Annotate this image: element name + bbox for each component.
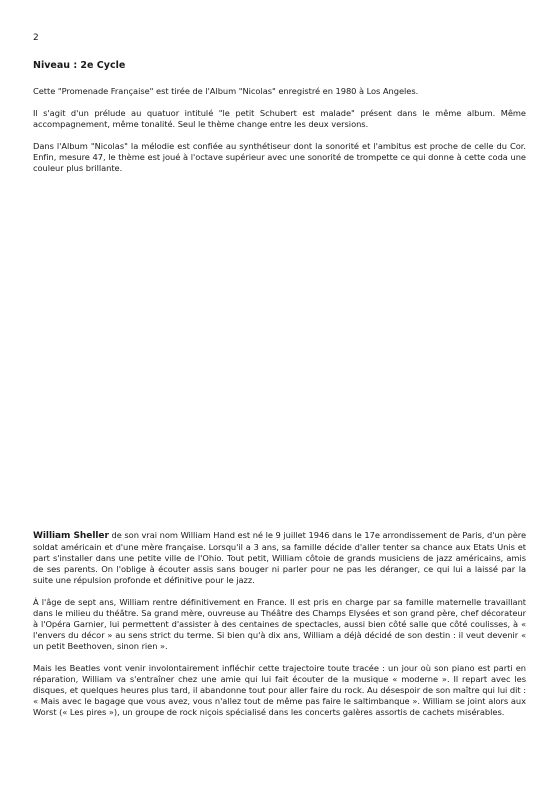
biography-section [33, 530, 526, 729]
artist-name: William Sheller [33, 531, 109, 541]
biography-paragraph-2: À l'âge de sept ans, William rentre définitivement en France. Il est pris en charge par sa famille maternelle travaillant dans le milieu du théâtre. Sa grand mère, ouvreuse au Théâtre des Champs Elysées et son grand père, chef décorateur à l'Opéra Garnier, lui permettent d'assister à des centaines de spectacles, aussi bien côté salle que côté coulisses, à « l'envers du décor » au sens strict du terme. Si bien qu'à dix ans, William a déjà décidé de son destin : il veut devenir « un petit Beethoven, sinon rien ». [33, 597, 526, 651]
biography-paragraph-1 [33, 530, 526, 586]
biography-paragraph-1-text: de son vrai nom William Hand est né le 9 juillet 1946 dans le 17e arrondissement de Paris, d'un père soldat américain et d'une mère française. Lorsqu'il a 3 ans, sa famille décide d'aller tenter sa chance aux Etats Unis et part s'installer dans une petite ville de l'Ohio. Tout petit, William côtoie de grands musiciens de jazz américains, amis de ses parents. On l'oblige à écouter assis sans bouger ni parler pour ne pas les déranger, ce qui lui a laissé par la suite une répulsion profonde et définitive pour le jazz. [33, 530, 526, 585]
level-heading: Niveau : 2e Cycle [33, 60, 126, 71]
intro-section [33, 60, 526, 185]
page-number: 2 [33, 33, 39, 43]
intro-paragraph-3: Dans l'Album "Nicolas" la mélodie est confiée au synthétiseur dont la sonorité et l'ambitus est proche de celle du Cor. Enfin, mesure 47, le thème est joué à l'octave supérieur avec une sonorité de trompette ce qui donne à cette coda une couleur plus brillante. [33, 141, 526, 173]
biography-paragraph-3: Mais les Beatles vont venir involontairement infléchir cette trajectoire toute tracée : un jour où son piano est parti en réparation, William va s'entraîner chez une amie qui lui fait écouter de la musique « moderne ». Il repart avec les disques, et quelques heures plus tard, il abandonne tout pour aller faire du rock. Au désespoir de son maître qui lui dit : « Mais avec le bagage que vous avez, vous n'allez tout de même pas faire le saltimbanque ». William se joint alors aux Worst (« Les pires »), un groupe de rock niçois spécialisé dans les concerts galères assortis de cachets misérables. [33, 663, 526, 717]
intro-paragraph-2: Il s'agit d'un prélude au quatuor intitulé "le petit Schubert est malade" présent dans le même album. Même accompagnement, même tonalité. Seul le thème change entre les deux versions. [33, 108, 526, 129]
intro-paragraph-1: Cette "Promenade Française" est tirée de l'Album "Nicolas" enregistré en 1980 à Los Angeles. [33, 86, 419, 96]
